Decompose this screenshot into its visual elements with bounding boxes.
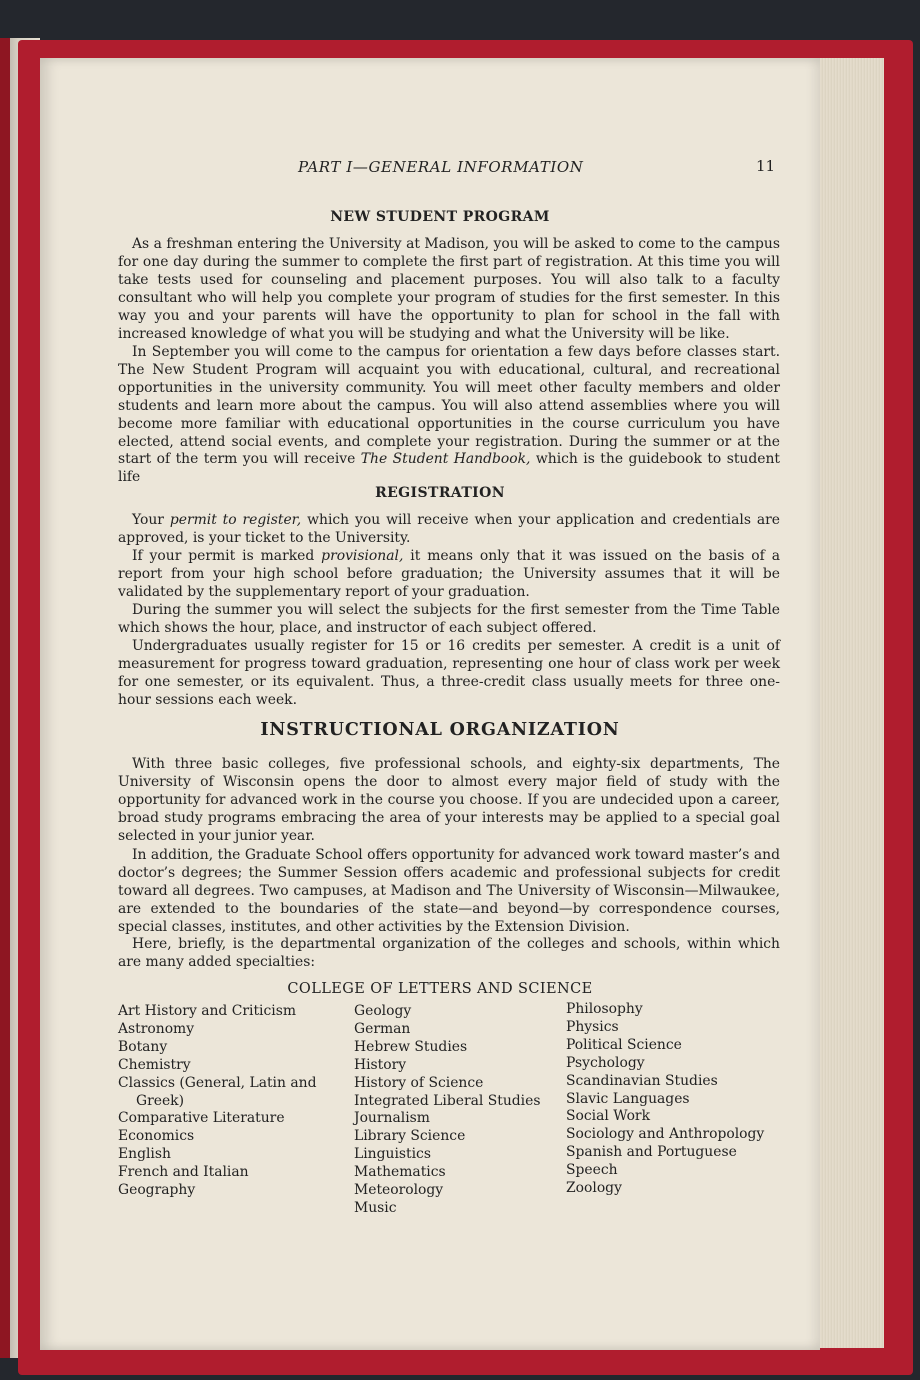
department-item: Slavic Languages bbox=[566, 1090, 690, 1107]
instructional-paragraph-1: With three basic colleges, five professional schools, and eighty-six departments, The University of Wisconsin opens the door to almost every major field of study with the opportunity for advanced work in the course you choose. If you are undecided upon a career, broad study programs embracing the area of your interests may be applied to a special goal selected in your junior year. bbox=[118, 756, 780, 844]
department-item: Spanish and Portuguese bbox=[566, 1144, 737, 1161]
department-item: Geography bbox=[118, 1182, 196, 1199]
department-item: Political Science bbox=[566, 1036, 682, 1053]
department-column-1 bbox=[118, 1003, 316, 1200]
page-stack-edge bbox=[818, 58, 884, 1348]
instructional-paragraph-2: In addition, the Graduate School offers opportunity for advanced work toward master’s and doctor’s degrees; the Summer Session offers academic and professional subjects for credit toward all degrees. Two campuses, at Madison and The University of Wisconsin—Milwaukee, are extended to the boundaries of the state—and beyond—by correspondence courses, special classes, institutes, and other activities by the Extension Division. bbox=[118, 847, 780, 935]
running-head: PART I—GENERAL INFORMATION bbox=[298, 158, 584, 176]
new-student-paragraph-1: As a freshman entering the University at Madison, you will be asked to come to the campus for one day during the summer to complete the first part of registration. At this time you will take tests used for counseling and placement purposes. You will also talk to a faculty consultant who will help you complete your program of studies for the first semester. In this way you and your parents will have the opportunity to plan for school in the fall with increased knowledge of what you will be studying and what the University will be like. bbox=[118, 236, 780, 342]
department-column-2 bbox=[354, 1003, 540, 1218]
instructional-heading: INSTRUCTIONAL ORGANIZATION bbox=[260, 720, 620, 740]
department-item: Hebrew Studies bbox=[354, 1038, 468, 1055]
left-cover-edge bbox=[0, 38, 10, 1358]
instructional-paragraph-3: Here, briefly, is the departmental organization of the colleges and schools, within which are many added specialties: bbox=[118, 936, 780, 970]
department-item: Classics (General, Latin and bbox=[118, 1074, 317, 1091]
department-item: Scandinavian Studies bbox=[566, 1072, 718, 1089]
department-item: History bbox=[354, 1056, 407, 1073]
department-item: Botany bbox=[118, 1038, 168, 1055]
department-item: Mathematics bbox=[354, 1164, 446, 1181]
department-item: Speech bbox=[566, 1162, 618, 1179]
department-item: Geology bbox=[354, 1003, 412, 1019]
department-item: Physics bbox=[566, 1018, 619, 1035]
new-student-heading: NEW STUDENT PROGRAM bbox=[330, 209, 550, 225]
department-item: Social Work bbox=[566, 1108, 650, 1125]
registration-heading: REGISTRATION bbox=[375, 485, 505, 501]
page-number: 11 bbox=[756, 157, 776, 175]
department-item: Comparative Literature bbox=[118, 1110, 285, 1127]
registration-paragraph-4: Undergraduates usually register for 15 or 16 credits per semester. A credit is a unit of measurement for progress toward graduation, representing one hour of class work per week for one semester, or its equivalent. Thus, a three-credit class usually meets for three one-hour sessions each week. bbox=[118, 638, 780, 708]
department-column-3 bbox=[566, 1001, 764, 1198]
department-item: Linguistics bbox=[354, 1146, 431, 1163]
department-item: Greek) bbox=[136, 1092, 185, 1109]
registration-paragraph-2: If your permit is marked provisional, it means only that it was issued on the basis of a report from your high school before graduation; the University assumes that it will be validated by the supplementary report of your graduation. bbox=[118, 548, 780, 600]
department-item: Integrated Liberal Studies bbox=[354, 1092, 541, 1109]
department-item: Art History and Criticism bbox=[118, 1003, 296, 1019]
department-item: Meteorology bbox=[354, 1182, 444, 1199]
department-item: English bbox=[118, 1146, 171, 1163]
department-item: German bbox=[354, 1020, 411, 1037]
department-item: Astronomy bbox=[118, 1020, 195, 1037]
department-item: Zoology bbox=[566, 1180, 622, 1197]
department-item: Chemistry bbox=[118, 1056, 191, 1073]
college-heading: COLLEGE OF LETTERS AND SCIENCE bbox=[287, 981, 593, 997]
department-item: History of Science bbox=[354, 1074, 484, 1091]
department-item: Philosophy bbox=[566, 1001, 643, 1017]
department-item: Economics bbox=[118, 1128, 195, 1145]
department-item: Music bbox=[354, 1199, 397, 1216]
department-item: French and Italian bbox=[118, 1164, 249, 1181]
new-student-paragraph-2: In September you will come to the campus for orientation a few days before classes start. The New Student Program will acquaint you with educational, cultural, and recreational opportunities in the university community. You will meet other faculty members and older students and learn more about the campus. You will also attend assemblies where you will become more familiar with educational opportunities in the course curriculum you have elected, attend social events, and complete your registration. During the summer or at the start of the term you will receive The Student Handbook, which is the guidebook to student life bbox=[118, 344, 780, 486]
registration-paragraph-1: Your permit to register, which you will receive when your application and credentials are approved, is your ticket to the University. bbox=[118, 512, 781, 546]
book-page bbox=[40, 58, 820, 1350]
registration-paragraph-3: During the summer you will select the subjects for the first semester from the Time Table which shows the hour, place, and instructor of each subject offered. bbox=[118, 602, 780, 636]
department-item: Journalism bbox=[354, 1110, 430, 1127]
department-item: Library Science bbox=[354, 1128, 466, 1145]
department-item: Psychology bbox=[566, 1054, 645, 1071]
department-item: Sociology and Anthropology bbox=[566, 1126, 765, 1143]
